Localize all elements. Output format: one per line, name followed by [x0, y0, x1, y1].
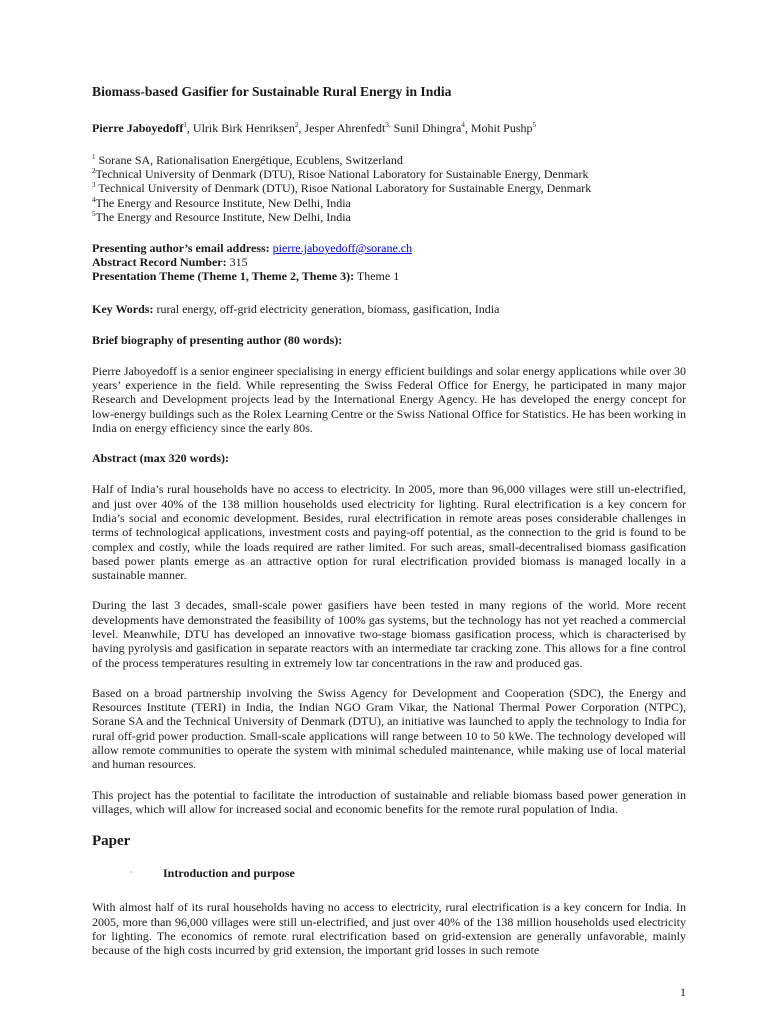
affiliation-text: Sorane SA, Rationalisation Energétique, Ecublens, Switzerland: [98, 153, 403, 167]
abstract-heading: Abstract (max 320 words):: [92, 451, 229, 466]
author-1-affil: 1: [183, 121, 187, 129]
author-3-affil: 3,: [385, 121, 391, 129]
affiliation-3: [92, 181, 686, 195]
author-5: Mohit Pushp: [470, 121, 533, 135]
bio-text: Pierre Jaboyedoff is a senior engineer specialising in energy efficient buildings and solar energy applications while over 30 years’ experience in the field. While representing the Swiss Federal Office for Energy, he participated in many major Research and Development projects lead by the International Energy Agency. He has developed the energy concept for low-energy buildings such as the Rolex Learning Centre or the Swiss National Office for Statistics. He has been working in India on energy efficiency since the early 80s.: [92, 363, 686, 436]
theme-label: Presentation Theme (Theme 1, Theme 2, Theme 3):: [92, 269, 355, 284]
author-3: Jesper Ahrenfedt: [304, 121, 386, 135]
affiliation-text: The Energy and Resource Institute, New Delhi, India: [95, 209, 351, 224]
section-title: Introduction and purpose: [163, 866, 295, 881]
paper-heading: Paper: [92, 833, 131, 850]
author-4-affil: 4: [461, 121, 465, 129]
theme-value: Theme 1: [356, 269, 400, 284]
affiliation-number: 3: [92, 181, 96, 190]
email-link[interactable]: pierre.jaboyedoff@sorane.ch: [272, 241, 413, 256]
affiliation-text: Technical University of Denmark (DTU), Risoe National Laboratory for Sustainable Energy, Denmark: [98, 181, 592, 196]
record-label: Abstract Record Number:: [92, 255, 227, 270]
affiliation-2: [92, 167, 686, 181]
author-1: Pierre Jaboyedoff: [92, 121, 184, 135]
theme-row: [92, 269, 686, 283]
affiliation-number: 2: [92, 167, 96, 176]
abstract-paragraph-1: Half of India’s rural households have no access to electricity. In 2005, more than 96,000 villages were still un-electrified, and just over 40% of the 138 million households used electricity for lighting. Rural electrification is a key concern for India’s social and economic development. Besides, rural electrification in remote areas poses considerable challenges in terms of technological applications, investment costs and paying-off potential, as the connection to the grid is found to be complex and costly, while the loads required are rather limited. For such areas, small-decentralised biomass gasification based power plants emerge as an attractive option for rural electrification provided biomass is managed locally in a sustainable manner.: [92, 482, 686, 583]
abstract-paragraph-4: This project has the potential to facilitate the introduction of sustainable and reliable biomass based power generation in villages, which will allow for increased social and economic benefits for the remote rural population of India.: [92, 787, 686, 816]
author-sep: ,: [464, 121, 471, 135]
page-number: 1: [680, 985, 686, 999]
affiliation-1: [92, 153, 686, 167]
affiliation-number: 4: [92, 195, 96, 204]
record-value: 315: [229, 255, 248, 270]
bio-heading: Brief biography of presenting author (80 words):: [92, 332, 343, 347]
paper-title: Biomass-based Gasifier for Sustainable Rural Energy in India: [92, 84, 452, 99]
affiliation-5: [92, 210, 686, 224]
author-4: Sunil Dhingra: [393, 121, 462, 135]
keywords: [92, 302, 686, 316]
author-2: Ulrik Birk Henriksen: [192, 121, 295, 135]
abstract-paragraph-2: During the last 3 decades, small-scale power gasifiers have been tested in many regions of the world. More recent developments have demonstrated the feasibility of 100% gas systems, but the technology has not yet reached a commercial level. Meanwhile, DTU has developed an innovative two-stage biomass gasification process, which is characterised by having pyrolysis and gasification in separate reactors with an intermediate tar cracking zone. This allows for a fine control of the process temperatures resulting in extremely low tar concentrations in the raw and produced gas.: [92, 598, 686, 670]
keywords-label: Key Words:: [92, 301, 154, 316]
bullet-icon: ·: [130, 868, 133, 878]
author-sep: ,: [186, 121, 193, 135]
affiliation-text: Technical University of Denmark (DTU), Risoe National Laboratory for Sustainable Energy, Denmark: [95, 167, 589, 182]
author-list: [92, 121, 686, 136]
record-row: [92, 255, 686, 269]
email-label: Presenting author’s email address:: [92, 241, 270, 256]
section-heading-intro: [92, 866, 686, 880]
keywords-text: rural energy, off-grid electricity generation, biomass, gasification, India: [156, 301, 500, 316]
affiliation-4: [92, 196, 686, 210]
affiliation-number: 1: [92, 153, 96, 161]
submission-meta: [92, 241, 686, 284]
abstract-paragraph-3: Based on a broad partnership involving the Swiss Agency for Development and Cooperation (SDC), the Energy and Resources Institute (TERI) in India, the Indian NGO Gram Vikar, the National Thermal Power Corporation (NTPC), Sorane SA and the Technical University of Denmark (DTU), an initiative was launched to apply the technology to India for rural off-grid power production. Small-scale applications will range between 10 to 50 kWe. The technology developed will allow remote communities to operate the system with minimal scheduled maintenance, while making use of local material and human resources.: [92, 685, 686, 772]
author-sep: ,: [298, 121, 305, 135]
affiliation-text: The Energy and Resource Institute, New Delhi, India: [95, 195, 351, 210]
email-row: [92, 241, 686, 255]
author-5-affil: 5: [532, 121, 536, 129]
author-2-affil: 2: [294, 121, 299, 129]
affiliation-number: 5: [92, 209, 96, 218]
affiliations: [92, 153, 686, 224]
intro-paragraph: With almost half of its rural households having no access to electricity, rural electrification is a key concern for India. In 2005, more than 96,000 villages were still un-electrified, and just over 40% of the 138 million households used electricity for lighting. The economics of remote rural electrification based on grid-extension are generally unfavorable, mainly because of the high costs incurred by grid extension, the important grid losses in such remote: [92, 900, 686, 958]
